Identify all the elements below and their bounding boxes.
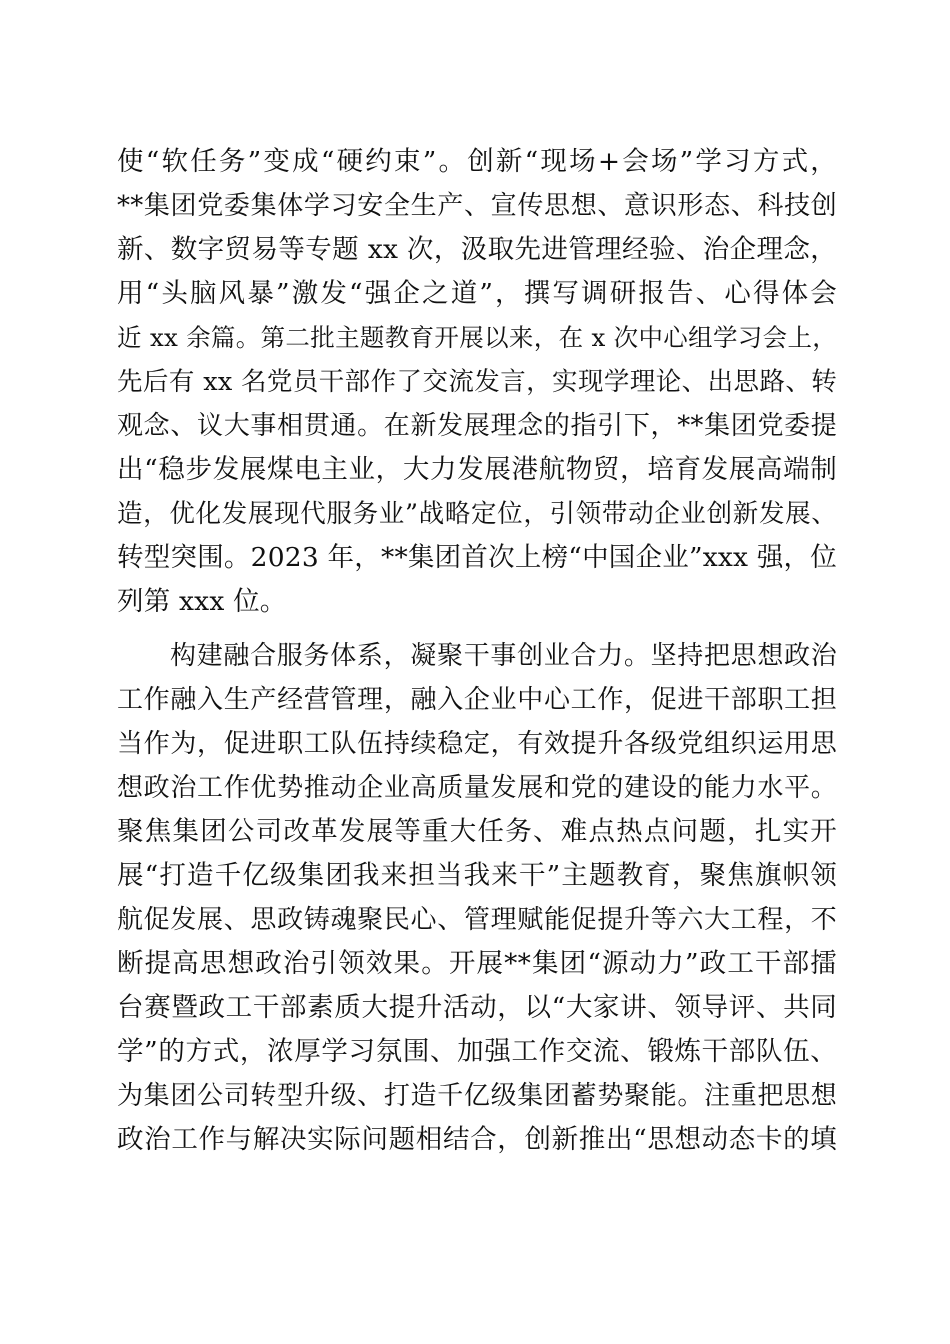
paragraph-2-line: 航促发展、思政铸魂聚民心、管理赋能促提升等六大工程，不 <box>117 905 837 935</box>
paragraph-1-line: 先后有 xx 名党员干部作了交流发言，实现学理论、出思路、转 <box>117 367 837 397</box>
paragraph-1-line: **集团党委集体学习安全生产、宣传思想、意识形态、科技创 <box>117 191 837 221</box>
paragraph-2-line: 政治工作与解决实际问题相结合，创新推出“思想动态卡的填 <box>117 1124 837 1155</box>
paragraph-2-first-line: 构建融合服务体系，凝聚干事创业合力。坚持把思想政治 <box>170 641 837 671</box>
paragraph-1-line: 出“稳步发展煤电主业，大力发展港航物贸，培育发展高端制 <box>117 454 837 485</box>
paragraph-1-line: 用“头脑风暴”激发“强企之道”，撰写调研报告、心得体会 <box>117 278 837 309</box>
paragraph-2-line: 想政治工作优势推动企业高质量发展和党的建设的能力水平。 <box>117 773 837 803</box>
paragraph-1-last-line: 列第 xxx 位。 <box>117 586 287 617</box>
paragraph-1-line: 使“软任务”变成“硬约束”。创新“现场+会场”学习方式， <box>117 146 837 177</box>
paragraph-2-line: 台赛暨政工干部素质大提升活动，以“大家讲、领导评、共同 <box>117 992 837 1023</box>
paragraph-2-line: 聚焦集团公司改革发展等重大任务、难点热点问题，扎实开 <box>117 816 837 847</box>
paragraph-2-line: 展“打造千亿级集团我来担当我来干”主题教育，聚焦旗帜领 <box>117 860 837 891</box>
paragraph-1-line: 近 xx 余篇。第二批主题教育开展以来，在 x 次中心组学习会上， <box>117 323 837 352</box>
paragraph-2-line: 为集团公司转型升级、打造千亿级集团蓄势聚能。注重把思想 <box>117 1081 837 1111</box>
paragraph-1-line: 观念、议大事相贯通。在新发展理念的指引下，**集团党委提 <box>117 411 837 441</box>
paragraph-1-line: 新、数字贸易等专题 xx 次，汲取先进管理经验、治企理念， <box>117 234 837 265</box>
paragraph-2-line: 学”的方式，浓厚学习氛围、加强工作交流、锻炼干部队伍、 <box>117 1036 837 1067</box>
paragraph-1-line: 造，优化发展现代服务业”战略定位，引领带动企业创新发展、 <box>117 499 837 529</box>
paragraph-2-line: 断提高思想政治引领效果。开展**集团“源动力”政工干部擂 <box>117 948 837 979</box>
paragraph-1-line: 转型突围。2023 年，**集团首次上榜“中国企业”xxx 强，位 <box>117 542 837 573</box>
paragraph-2-line: 工作融入生产经营管理，融入企业中心工作，促进干部职工担 <box>117 685 837 715</box>
paragraph-2-line: 当作为，促进职工队伍持续稳定，有效提升各级党组织运用思 <box>117 729 837 759</box>
